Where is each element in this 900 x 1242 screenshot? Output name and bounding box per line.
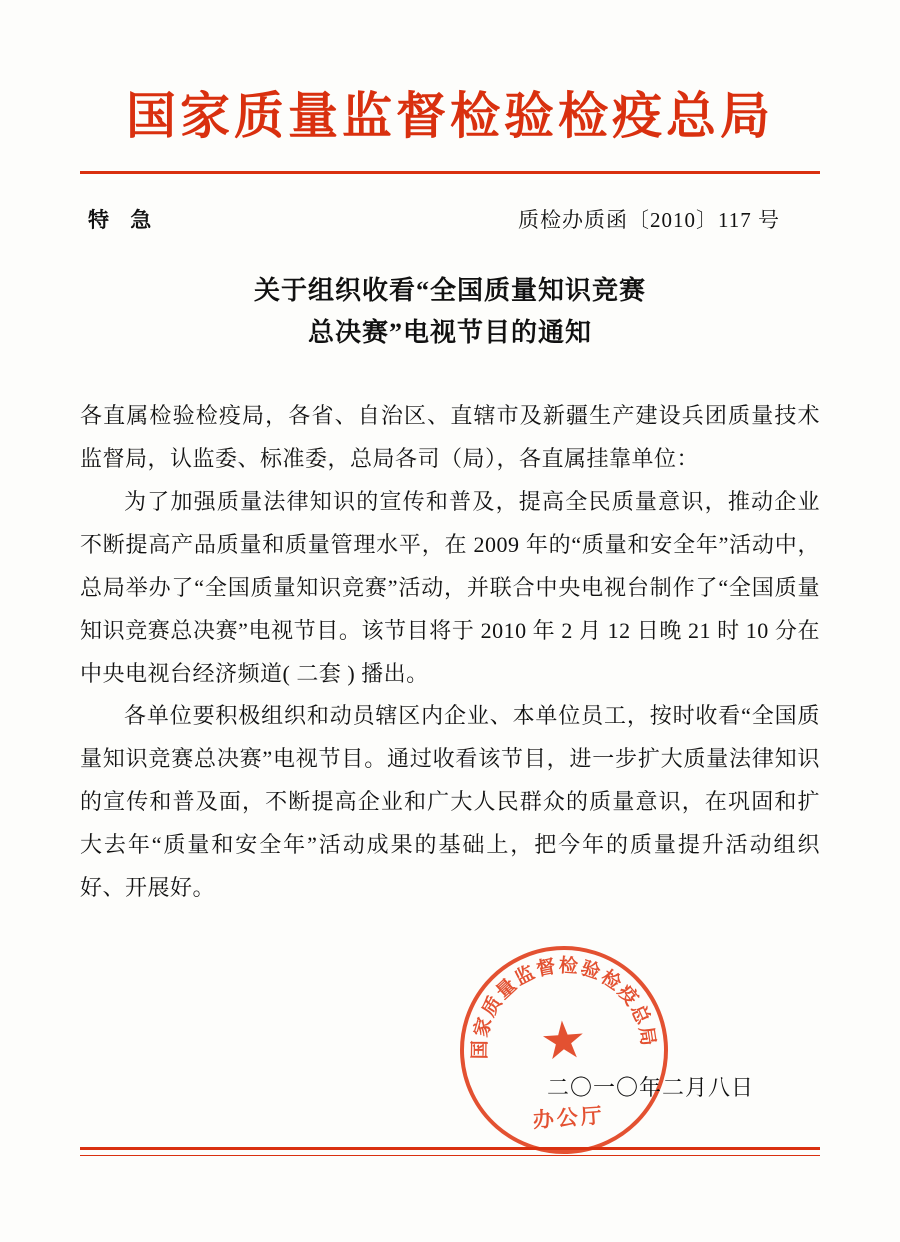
masthead: [0, 0, 900, 174]
star-icon: ★: [538, 1011, 589, 1072]
paragraph-instructions: 各单位要积极组织和动员辖区内企业、本单位员工，按时收看“全国质量知识竞赛总决赛”电视节目。通过收看该节目，进一步扩大质量法律知识的宣传和普及面，不断提高企业和广大人民群众的质量意识，在巩固和扩大去年“质量和安全年”活动成果的基础上，把今年的质量提升活动组织好、开展好。: [80, 703, 820, 900]
signature-date: 二〇一〇年二月八日: [546, 1074, 754, 1100]
document-title-line-1: 关于组织收看“全国质量知识竞赛: [253, 276, 646, 305]
official-seal: [453, 939, 675, 1161]
paragraph-background: 为了加强质量法律知识的宣传和普及，提高全民质量意识，推动企业不断提高产品质量和质量管理水平，在 2009 年的“质量和安全年”活动中，总局举办了“全国质量知识竞赛”活动，并联合中央电视台制作了“全国质量知识竞赛总决赛”电视节目。该节目将于 2010 年 2 月 12 日晚 21 时 10 分在中央电视台经济频道( 二套 ) 播出。: [80, 488, 820, 686]
agency-title: 国家质量监督检验检疫总局: [126, 86, 774, 145]
document-body: [80, 395, 820, 910]
document-title-line-2: 总决赛”电视节目的通知: [307, 317, 592, 347]
footer-divider: [80, 1147, 820, 1156]
footer-rule-thick: [80, 1147, 820, 1150]
document-number: 质检办质函〔2010〕117 号: [518, 208, 780, 232]
document-title: [80, 270, 820, 353]
footer-rule-thin: [80, 1155, 820, 1156]
signature-area: [80, 936, 820, 1166]
seal-office-text: 办公厅: [531, 1103, 606, 1133]
paragraph-recipients: 各直属检验检疫局，各省、自治区、直辖市及新疆生产建设兵团质量技术监督局，认监委、标准委，总局各司（局），各直属挂靠单位：: [80, 403, 820, 472]
urgency-label: 特 急: [88, 208, 160, 232]
document-meta-row: [80, 204, 820, 234]
header-divider: [80, 171, 820, 174]
seal-agency-text: 国家质量监督检验检疫总局: [468, 954, 660, 1060]
